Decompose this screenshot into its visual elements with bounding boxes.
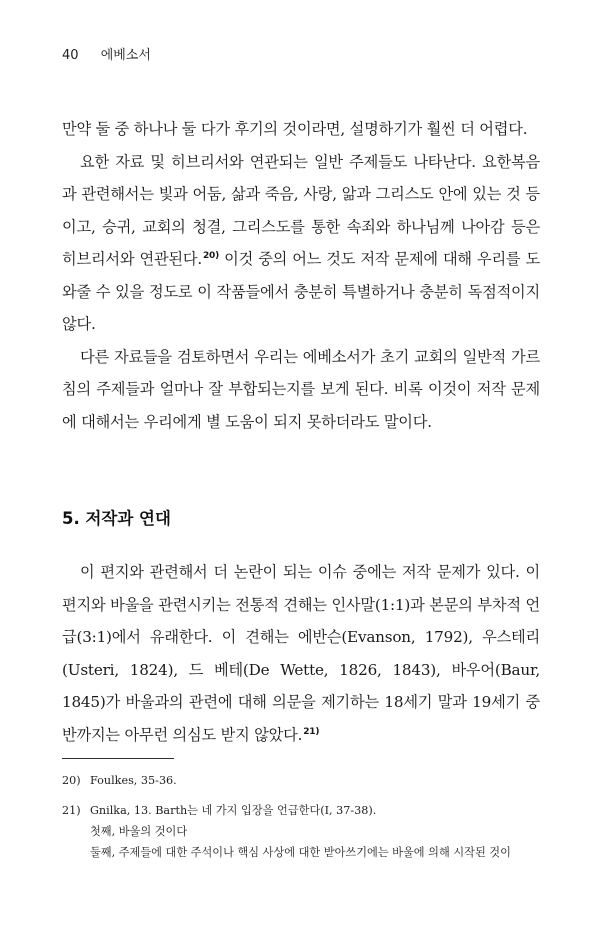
footnote-number: 21) bbox=[62, 804, 81, 817]
footnote bbox=[62, 800, 540, 863]
paragraph-text: 이 편지와 관련해서 더 논란이 되는 이슈 중에는 저작 문제가 있다. 이 편지와 바울을 관련시키는 전통적 견해는 인사말(1:1)과 본문의 부차적 언급(3:1)에서 유래한다. 이 견해는 에반슨(Evanson, 1792), 우스테리(Usteri, 1824), 드 베테(De Wette, 1826, 1843), 바우어(Baur, 1845)가 바울과의 관련에 대해 의문을 제기하는 18세기 말과 19세기 중반까지는 아무런 의심도 받지 않았다. bbox=[62, 563, 540, 744]
footnote-line: 둘째, 주제들에 대한 주석이나 핵심 사상에 대한 받아쓰기에는 바울에 의해 시작된 것이 bbox=[90, 846, 511, 859]
footnote-ref[interactable]: 21) bbox=[303, 726, 320, 737]
footnote-line: 첫째, 바울의 것이다 bbox=[90, 825, 188, 838]
footnote-number: 20) bbox=[62, 774, 81, 787]
section-heading: 5. 저작과 연대 bbox=[62, 509, 171, 528]
paragraph bbox=[62, 556, 540, 751]
running-header bbox=[62, 44, 151, 63]
paragraph-text: 이것 중의 어느 것도 저작 문제에 대해 우리를 도와줄 수 있을 정도로 이 작품들에서 충분히 특별하거나 충분히 독점적이지 않다. bbox=[62, 250, 540, 333]
footnote-divider bbox=[62, 758, 174, 759]
paragraph: 다른 자료들을 검토하면서 우리는 에베소서가 초기 교회의 일반적 가르침의 주제들과 얼마나 잘 부합되는지를 보게 된다. 비록 이것이 저작 문제에 대해서는 우리에게 별 도움이 되지 못하더라도 말이다. bbox=[62, 347, 540, 431]
page-number: 40 bbox=[62, 48, 79, 63]
footnotes bbox=[62, 770, 540, 872]
footnote-ref[interactable]: 20) bbox=[202, 251, 220, 261]
running-title: 에베소서 bbox=[100, 48, 151, 63]
paragraph: 만약 둘 중 하나나 둘 다가 후기의 것이라면, 설명하기가 훨씬 더 어렵다. bbox=[62, 120, 528, 138]
footnote bbox=[62, 770, 540, 791]
footnote-line: Gnilka, 13. Barth는 네 가지 입장을 언급한다(I, 37-38). bbox=[90, 804, 377, 817]
body-text-section bbox=[62, 556, 540, 751]
paragraph bbox=[62, 146, 540, 341]
paragraph-text: 요한 자료 및 히브리서와 연관되는 일반 주제들도 나타난다. 요한복음과 관련해서는 빛과 어둠, 삶과 죽음, 사랑, 앎과 그리스도 안에 있는 것 등이고, 승귀, 교회의 청결, 그리스도를 통한 속죄와 하나님께 나아감 등은 히브리서와 연관된다. bbox=[62, 152, 540, 268]
body-text-top bbox=[62, 113, 540, 438]
footnote-line: Foulkes, 35-36. bbox=[90, 774, 177, 787]
